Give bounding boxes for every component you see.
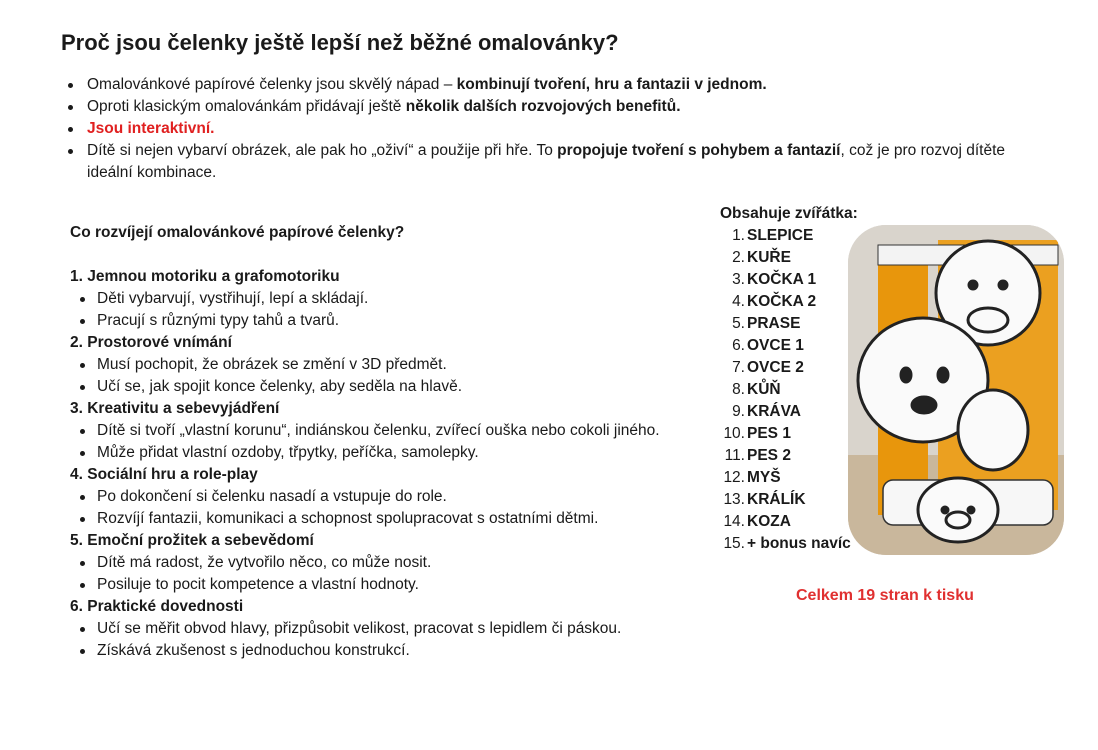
animal-number: 8. [732, 381, 745, 398]
headband-photo [848, 225, 1064, 555]
animal-number: 13. [723, 491, 745, 508]
section-item: Dítě si tvoří „vlastní korunu“, indiánskou čelenku, zvířecí ouška nebo cokoli jiného. [70, 420, 710, 442]
animal-name: PES 1 [747, 425, 791, 442]
animal-name: KOZA [747, 513, 791, 530]
animal-number: 10. [723, 425, 745, 442]
animal-name: KRÁLÍK [747, 491, 806, 508]
intro-item: Dítě si nejen vybarví obrázek, ale pak ho „oživí“ a použije při hře. To propojuje tvoření s pohybem a fantazií, což je pro rozvoj dítěte ideální kombinace. [66, 140, 1041, 184]
section-list [70, 486, 710, 530]
section-item: Posiluje to pocit kompetence a vlastní hodnoty. [70, 574, 710, 596]
animal-number: 3. [732, 271, 745, 288]
section-list [70, 552, 710, 596]
total-pages-note: Celkem 19 stran k tisku [796, 587, 974, 604]
animal-name: KŮŇ [747, 381, 781, 398]
animal-name: OVCE 2 [747, 359, 804, 376]
animal-name: KUŘE [747, 249, 791, 266]
animal-number: 9. [732, 403, 745, 420]
page-title: Proč jsou čelenky ještě lepší než běžné omalovánky? [61, 30, 619, 55]
section-item: Rozvíjí fantazii, komunikaci a schopnost spolupracovat s ostatními dětmi. [70, 508, 710, 530]
intro-item-highlight: Jsou interaktivní. [66, 118, 1041, 140]
section-title: 2. Prostorové vnímání [70, 334, 232, 351]
section-item: Učí se, jak spojit konce čelenky, aby seděla na hlavě. [70, 376, 710, 398]
section-title: 5. Emoční prožitek a sebevědomí [70, 532, 314, 549]
section-list [70, 288, 710, 332]
animal-name: SLEPICE [747, 227, 814, 244]
intro-item: Omalovánkové papírové čelenky jsou skvělý nápad – kombinují tvoření, hru a fantazii v jednom. [66, 74, 1041, 96]
section-item: Děti vybarvují, vystřihují, lepí a skládají. [70, 288, 710, 310]
animal-number: 14. [723, 513, 745, 530]
animal-number: 5. [732, 315, 745, 332]
animal-name: PES 2 [747, 447, 791, 464]
animal-name: KOČKA 1 [747, 271, 817, 288]
section-title: 3. Kreativitu a sebevyjádření [70, 400, 280, 417]
intro-item: Oproti klasickým omalovánkám přidávají ještě několik dalších rozvojových benefitů. [66, 96, 1041, 118]
animal-number: 12. [723, 469, 745, 486]
benefits-heading: Co rozvíjejí omalovánkové papírové čelenky? [70, 224, 405, 241]
animal-number: 2. [732, 249, 745, 266]
section-item: Učí se měřit obvod hlavy, přizpůsobit velikost, pracovat s lepidlem či páskou. [70, 618, 710, 640]
section-item: Dítě má radost, že vytvořilo něco, co může nosit. [70, 552, 710, 574]
animal-name: MYŠ [747, 469, 781, 486]
animal-number: 7. [732, 359, 745, 376]
section-item: Může přidat vlastní ozdoby, třpytky, peříčka, samolepky. [70, 442, 710, 464]
benefits-column [70, 222, 710, 662]
section-title: 1. Jemnou motoriku a grafomotoriku [70, 268, 340, 285]
animal-name: KOČKA 2 [747, 293, 817, 310]
animal-number: 11. [724, 447, 745, 464]
animal-name: KRÁVA [747, 403, 801, 420]
section-list [70, 420, 710, 464]
section-item: Musí pochopit, že obrázek se změní v 3D předmět. [70, 354, 710, 376]
section-item: Pracují s různými typy tahů a tvarů. [70, 310, 710, 332]
animals-heading: Obsahuje zvířátka: [720, 205, 858, 222]
benefits-sections [70, 266, 710, 662]
animal-name: + bonus navíc [747, 535, 851, 552]
section-item: Získává zkušenost s jednoduchou konstrukcí. [70, 640, 710, 662]
animal-number: 6. [732, 337, 745, 354]
animal-number: 1. [732, 227, 745, 244]
section-title: 4. Sociální hru a role-play [70, 466, 258, 483]
section-title: 6. Praktické dovednosti [70, 598, 244, 615]
animal-name: PRASE [747, 315, 801, 332]
intro-list [66, 74, 1041, 184]
section-list [70, 354, 710, 398]
section-list [70, 618, 710, 662]
animal-number: 15. [723, 535, 745, 552]
animal-number: 4. [732, 293, 745, 310]
animal-name: OVCE 1 [747, 337, 804, 354]
section-item: Po dokončení si čelenku nasadí a vstupuje do role. [70, 486, 710, 508]
